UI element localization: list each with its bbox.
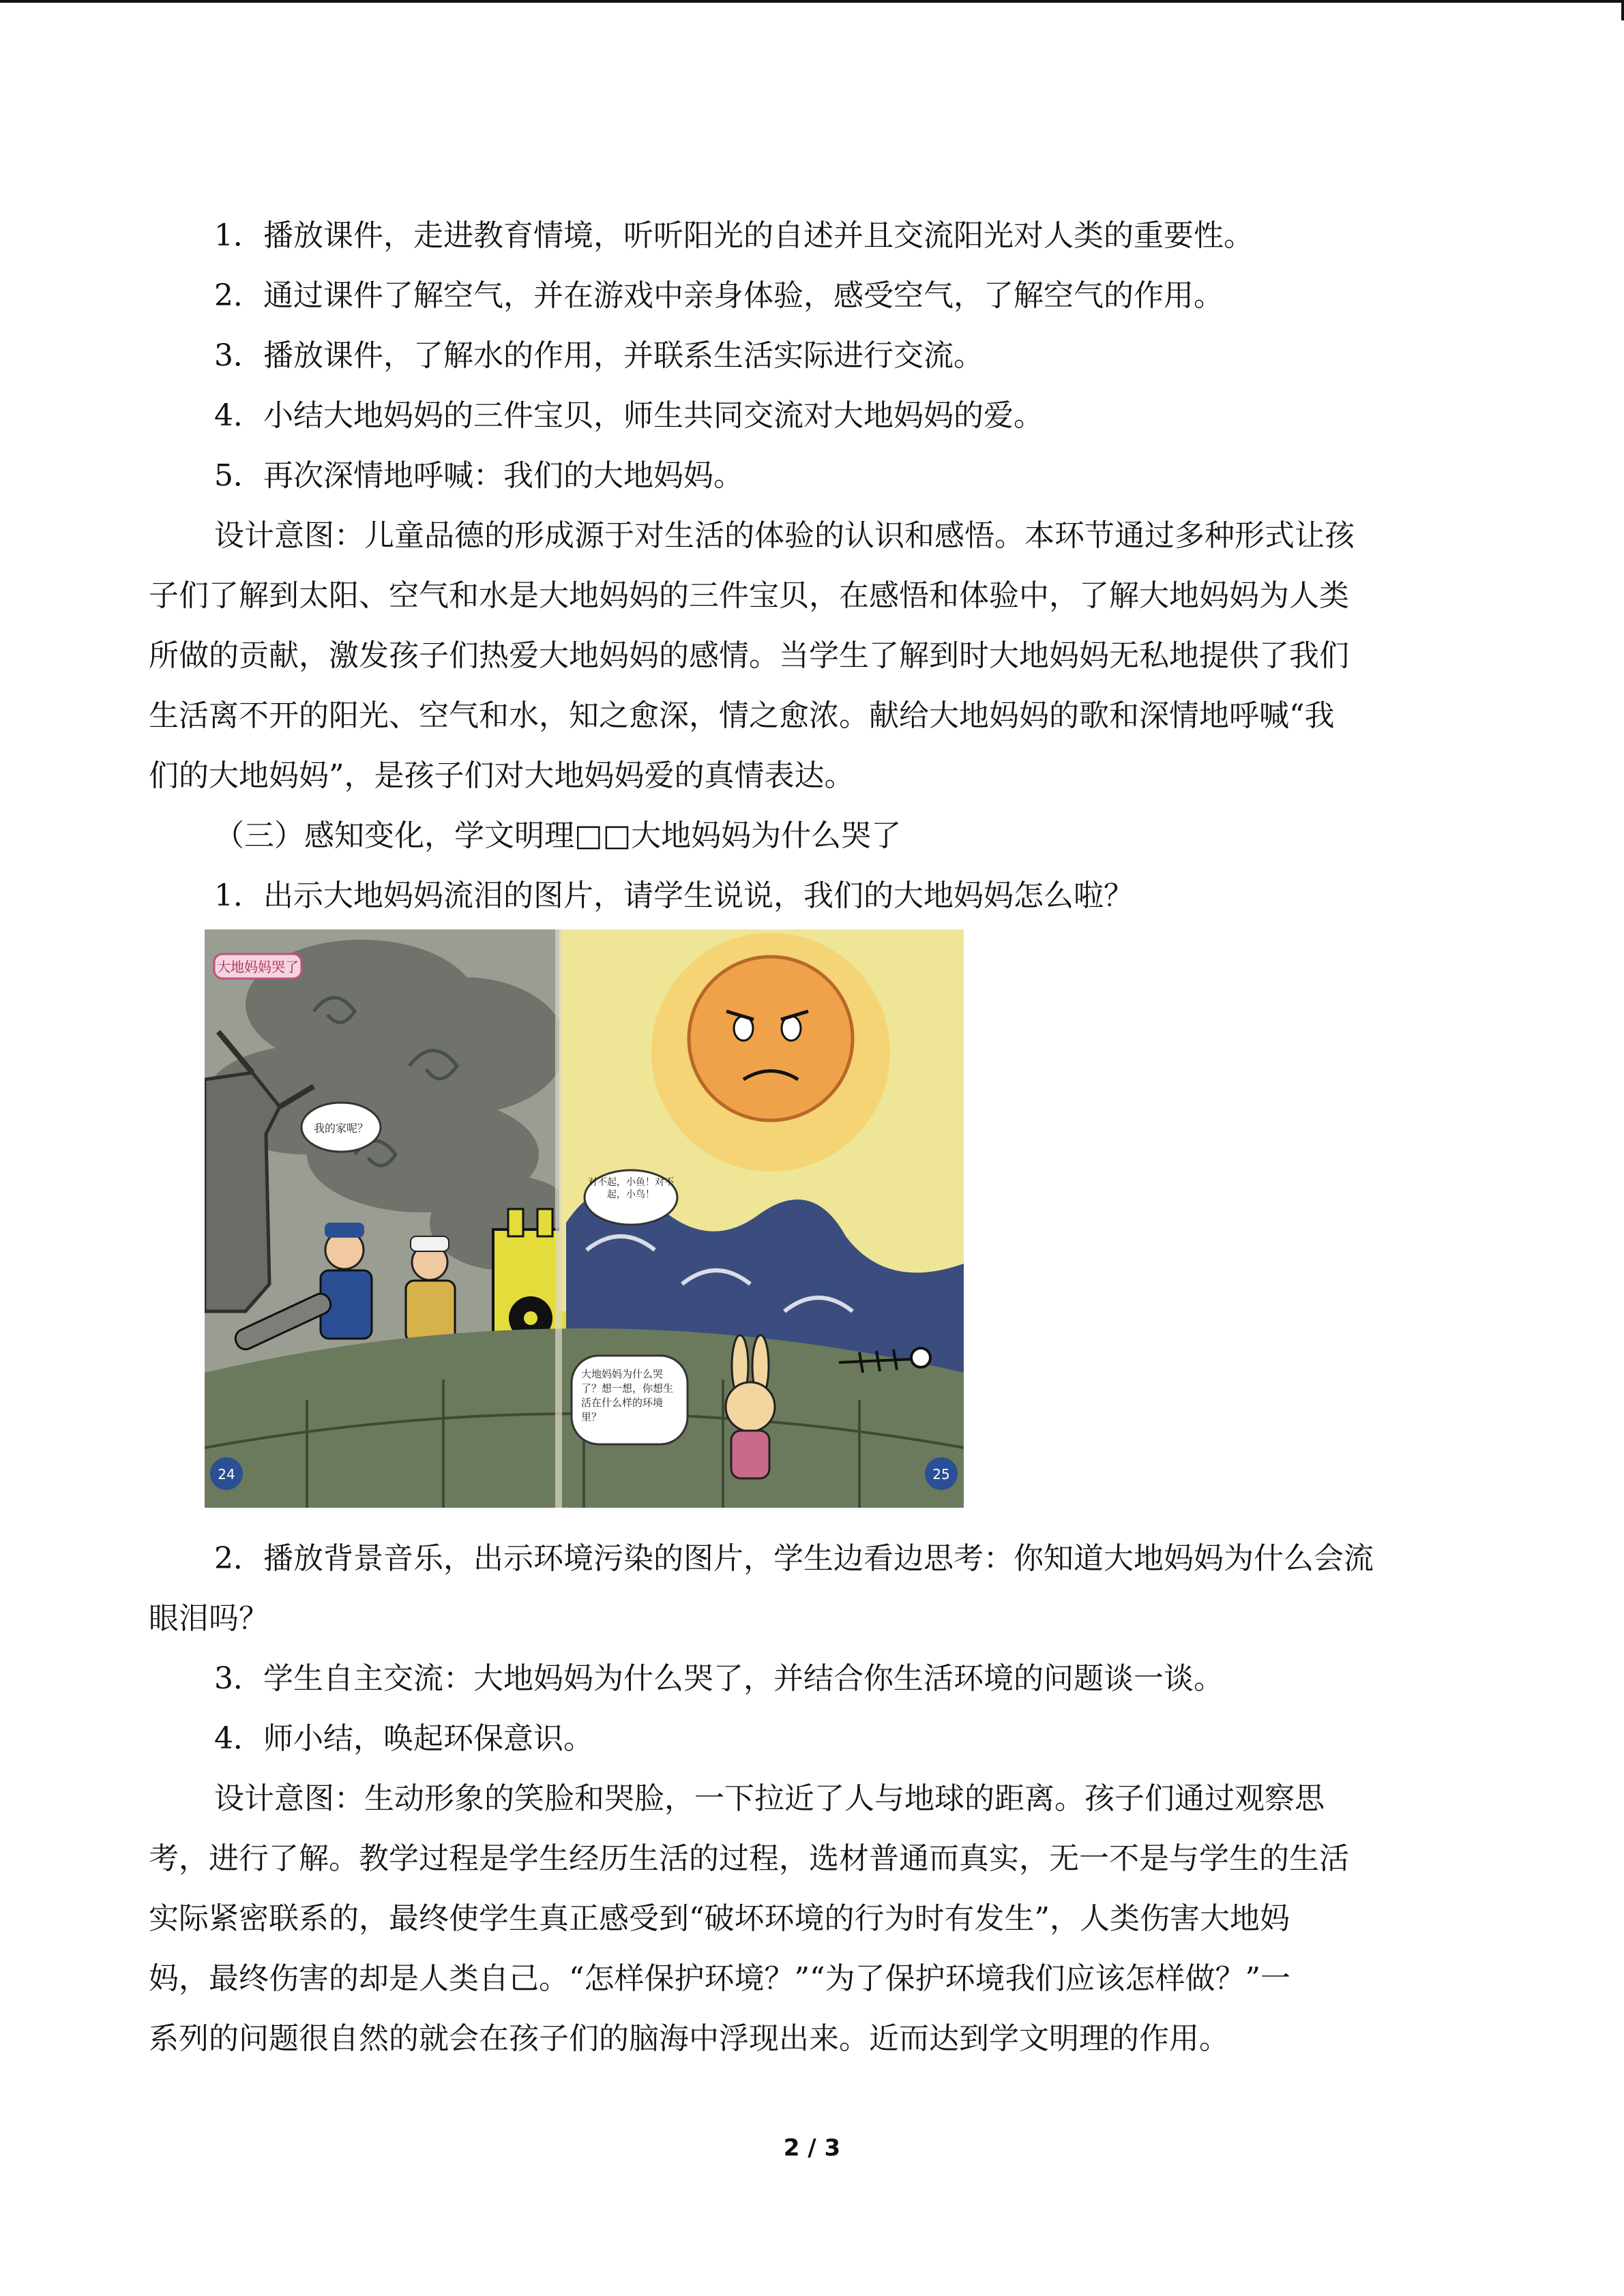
intent-b-line-1: 设计意图：生动形象的笑脸和哭脸，一下拉近了人与地球的距离。孩子们通过观察思 (214, 1781, 1325, 1816)
step-b-1: 1．出示大地妈妈流泪的图片，请学生说说，我们的大地妈妈怎么啦？ (214, 878, 1134, 913)
intent-a-line-5: 们的大地妈妈”，是孩子们对大地妈妈爱的真情表达。 (149, 758, 855, 793)
step-2: 2．通过课件了解空气，并在游戏中亲身体验，感受空气，了解空气的作用。 (214, 278, 1224, 313)
bubble-right-text: 对不起，小鱼！对不起，小鸟！ (588, 1177, 674, 1200)
section-heading: （三）感知变化，学文明理□□大地妈妈为什么哭了 (214, 818, 902, 853)
page-corner-rule (1621, 0, 1624, 20)
intent-b-line-2: 考，进行了解。教学过程是学生经历生活的过程，选材普通而真实，无一不是与学生的生活 (149, 1841, 1349, 1876)
book-fold (555, 929, 562, 1508)
intent-b-line-5: 系列的问题很自然的就会在孩子们的脑海中浮现出来。近而达到学文明理的作用。 (149, 2021, 1229, 2056)
step-b-4: 4．师小结，唤起环保意识。 (214, 1721, 593, 1756)
step-b-2-line-1: 2．播放背景音乐，出示环境污染的图片，学生边看边思考：你知道大地妈妈为什么会流 (214, 1541, 1374, 1576)
step-5: 5．再次深情地呼喊：我们的大地妈妈。 (214, 458, 743, 493)
intent-a-line-3: 所做的贡献，激发孩子们热爱大地妈妈的感情。当学生了解到时大地妈妈无私地提供了我们 (149, 638, 1349, 673)
step-4: 4．小结大地妈妈的三件宝贝，师生共同交流对大地妈妈的爱。 (214, 398, 1044, 433)
page-number-right: 25 (932, 1466, 950, 1482)
page-top-rule (0, 0, 1623, 5)
bubble-left-text: 我的家呢？ (313, 1122, 369, 1135)
step-b-2-line-2: 眼泪吗？ (149, 1601, 269, 1636)
step-1: 1．播放课件，走进教育情境，听听阳光的自述并且交流阳光对人类的重要性。 (214, 218, 1254, 253)
step-b-3: 3．学生自主交流：大地妈妈为什么哭了，并结合你生活环境的问题谈一谈。 (214, 1661, 1224, 1696)
intent-a-line-4: 生活离不开的阳光、空气和水，知之愈深，情之愈浓。献给大地妈妈的歌和深情地呼喊“我 (149, 698, 1335, 733)
intent-b-line-3: 实际紧密联系的，最终使学生真正感受到“破坏环境的行为时有发生”，人类伤害大地妈 (149, 1901, 1290, 1936)
banner-text: 大地妈妈哭了 (217, 959, 299, 975)
angry-sun (651, 933, 890, 1172)
step-3: 3．播放课件，了解水的作用，并联系生活实际进行交流。 (214, 338, 984, 373)
dead-tree (205, 1073, 280, 1311)
bubble-rabbit-text: 大地妈妈为什么哭了？想一想，你想生活在什么样的环境里？ (581, 1368, 674, 1423)
crying-earth-illustration (205, 929, 964, 1508)
intent-a-line-2: 子们了解到太阳、空气和水是大地妈妈的三件宝贝，在感悟和体验中，了解大地妈妈为人类 (149, 578, 1349, 613)
intent-a-line-1: 设计意图：儿童品德的形成源于对生活的体验的认识和感悟。本环节通过多种形式让孩 (214, 518, 1355, 553)
page-number-left: 24 (218, 1466, 235, 1482)
intent-b-line-4: 妈，最终伤害的却是人类自己。“怎样保护环境？”“为了保护环境我们应该怎样做？”一 (149, 1961, 1290, 1996)
page-number-footer: 2 / 3 (783, 2134, 841, 2162)
